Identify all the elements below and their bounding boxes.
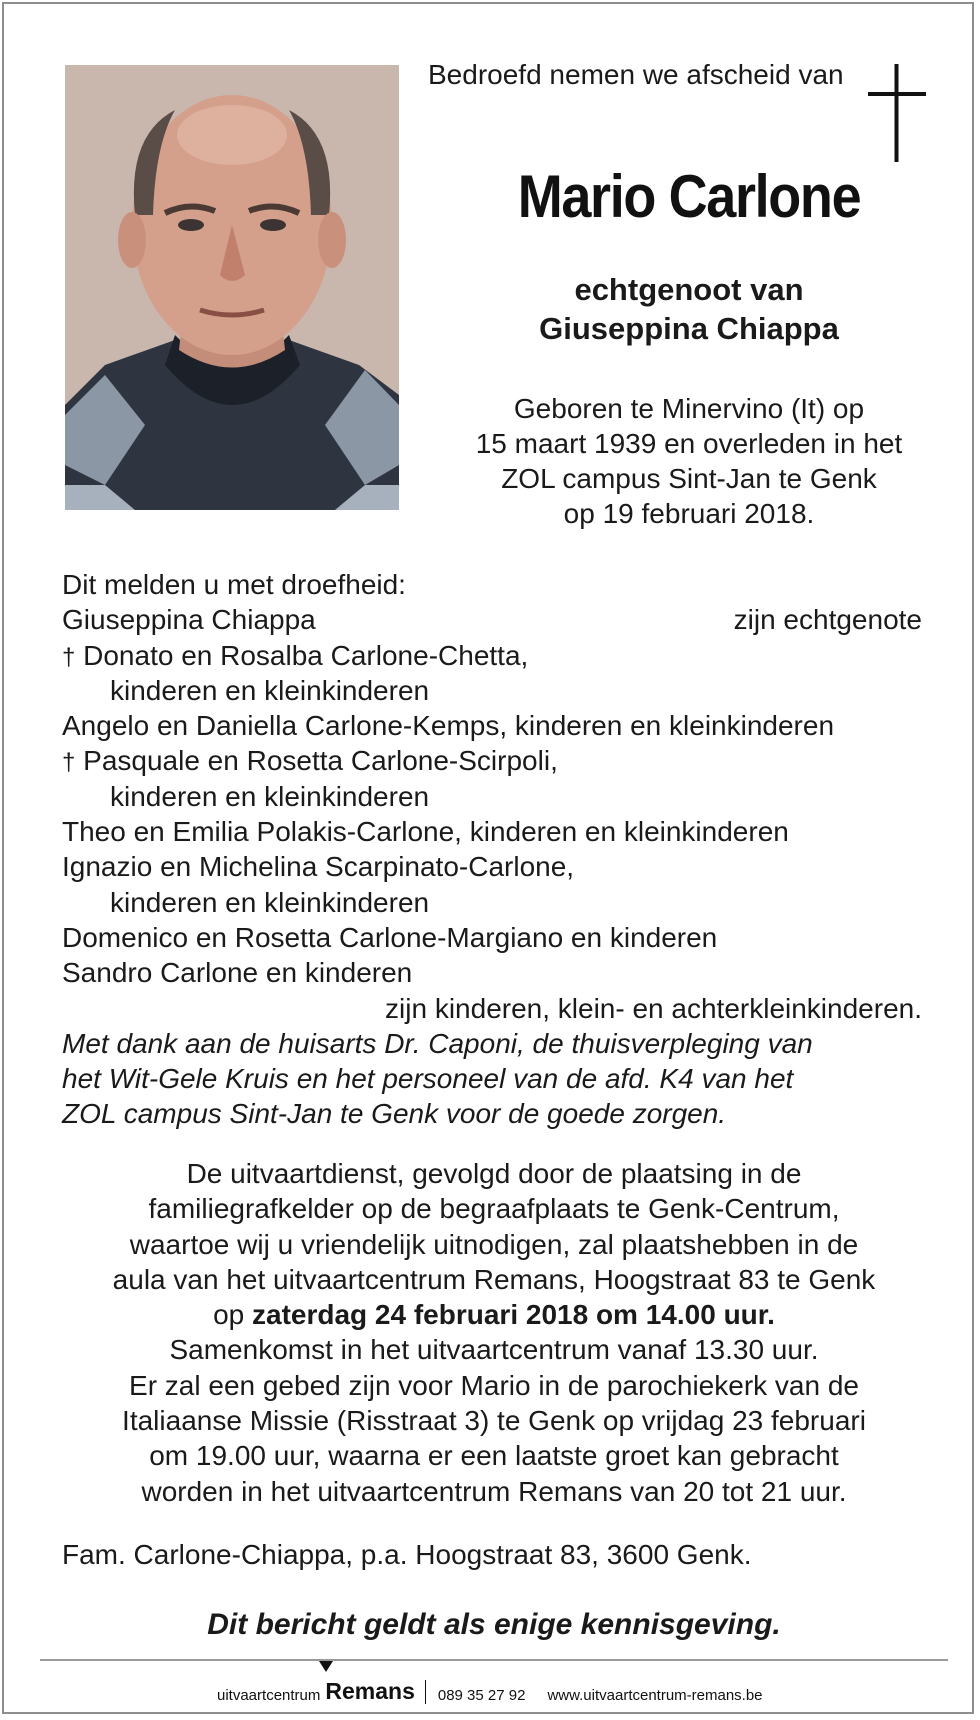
- family-row-5: Ignazio en Michelina Scarpinato-Carlone,: [62, 851, 575, 883]
- family-heading: Dit melden u met droefheid:: [62, 569, 406, 600]
- service-line-4: aula van het uitvaartcentrum Remans, Hoogstraat 83 te Genk: [112, 1263, 876, 1295]
- family-address: Fam. Carlone-Chiappa, p.a. Hoogstraat 83, 3600 Genk.: [62, 1539, 752, 1570]
- service-date: zaterdag 24 februari 2018 om 14.00 uur.: [252, 1299, 775, 1331]
- thanks-line-1: Met dank aan de huisarts Dr. Caponi, de thuisverpleging van: [62, 1027, 813, 1059]
- family-row-2: Angelo en Daniella Carlone-Kemps, kinderen en kleinkinderen: [62, 710, 835, 742]
- latin-cross-icon: [868, 64, 926, 164]
- service-line-1: De uitvaartdienst, gevolgd door de plaatsing in de: [186, 1158, 802, 1189]
- thanks-line-3: ZOL campus Sint-Jan te Genk voor de goede zorgen.: [62, 1098, 727, 1130]
- family-summary: zijn kinderen, klein- en achterkleinkinderen.: [385, 992, 922, 1024]
- notice-text: Dit bericht geldt als enige kennisgeving.: [207, 1608, 781, 1641]
- family-row-spouse: [62, 602, 922, 637]
- funeral-service-details: [44, 1156, 944, 1509]
- service-date-prefix: op: [213, 1299, 245, 1331]
- deceased-name: Mario Carlone: [517, 163, 861, 230]
- thanks-line-2: het Wit-Gele Kruis en het personeel van de afd. K4 van het: [62, 1063, 794, 1095]
- dagger-icon: †: [62, 643, 76, 671]
- birth-line-3: ZOL campus Sint-Jan te Genk: [501, 463, 877, 494]
- obituary-card: [2, 2, 974, 1714]
- service-line-7: Er zal een gebed zijn voor Mario in de parochiekerk van de: [129, 1369, 859, 1401]
- spouse-line-1: echtgenoot van: [574, 272, 804, 307]
- footer-phone: 089 35 27 92: [437, 1687, 526, 1704]
- service-line-3: waartoe wij u vriendelijk uitnodigen, zal plaatshebben in de: [129, 1228, 859, 1260]
- footer-label: uitvaartcentrum: [217, 1687, 321, 1704]
- family-row-1-text: Donato en Rosalba Carlone-Chetta,: [83, 639, 529, 671]
- service-line-8: Italiaanse Missie (Risstraat 3) te Genk op vrijdag 23 februari: [122, 1405, 866, 1437]
- service-line-6: Samenkomst in het uitvaartcentrum vanaf 13.30 uur.: [169, 1334, 819, 1366]
- family-row-3b: kinderen en kleinkinderen: [110, 780, 430, 812]
- family-row-4: Theo en Emilia Polakis-Carlone, kinderen en kleinkinderen: [62, 816, 789, 848]
- service-line-2: familiegrafkelder op de begraafplaats te Genk-Centrum,: [148, 1193, 840, 1225]
- footer-divider: [40, 1659, 948, 1661]
- intro-text: Bedroefd nemen we afscheid van: [428, 59, 844, 90]
- spouse-section: [434, 270, 944, 348]
- footer-website: www.uitvaartcentrum-remans.be: [547, 1687, 763, 1704]
- service-line-10: worden in het uitvaartcentrum Remans van 20 tot 21 uur.: [141, 1475, 847, 1507]
- portrait-photo: [65, 65, 399, 510]
- service-line-9: om 19.00 uur, waarna er een laatste groet kan gebracht: [149, 1440, 839, 1472]
- birth-line-4: op 19 februari 2018.: [563, 498, 815, 529]
- family-row-6: Domenico en Rosetta Carlone-Margiano en kinderen: [62, 921, 718, 953]
- family-row-5b: kinderen en kleinkinderen: [110, 886, 430, 918]
- family-spouse-name: Giuseppina Chiappa: [62, 604, 316, 636]
- dagger-icon: †: [62, 749, 76, 777]
- birth-line-1: Geboren te Minervino (It) op: [513, 393, 865, 424]
- family-row-1b: kinderen en kleinkinderen: [110, 674, 430, 706]
- footer-separator: [425, 1680, 426, 1704]
- funeral-home-footer: [217, 1670, 763, 1704]
- birth-death-details: [424, 391, 954, 531]
- family-row-3: [62, 743, 922, 778]
- family-row-1: [62, 638, 922, 673]
- spouse-line-2: Giuseppina Chiappa: [539, 311, 839, 346]
- family-row-3-text: Pasquale en Rosetta Carlone-Scirpoli,: [83, 745, 558, 777]
- portrait-illustration: [65, 65, 399, 510]
- family-spouse-role: zijn echtgenote: [733, 604, 922, 636]
- footer-brand: Remans: [325, 1678, 415, 1704]
- birth-line-2: 15 maart 1939 en overleden in het: [475, 428, 903, 459]
- family-list: [62, 567, 922, 1132]
- family-row-7: Sandro Carlone en kinderen: [62, 957, 413, 989]
- service-line-5: [44, 1297, 944, 1332]
